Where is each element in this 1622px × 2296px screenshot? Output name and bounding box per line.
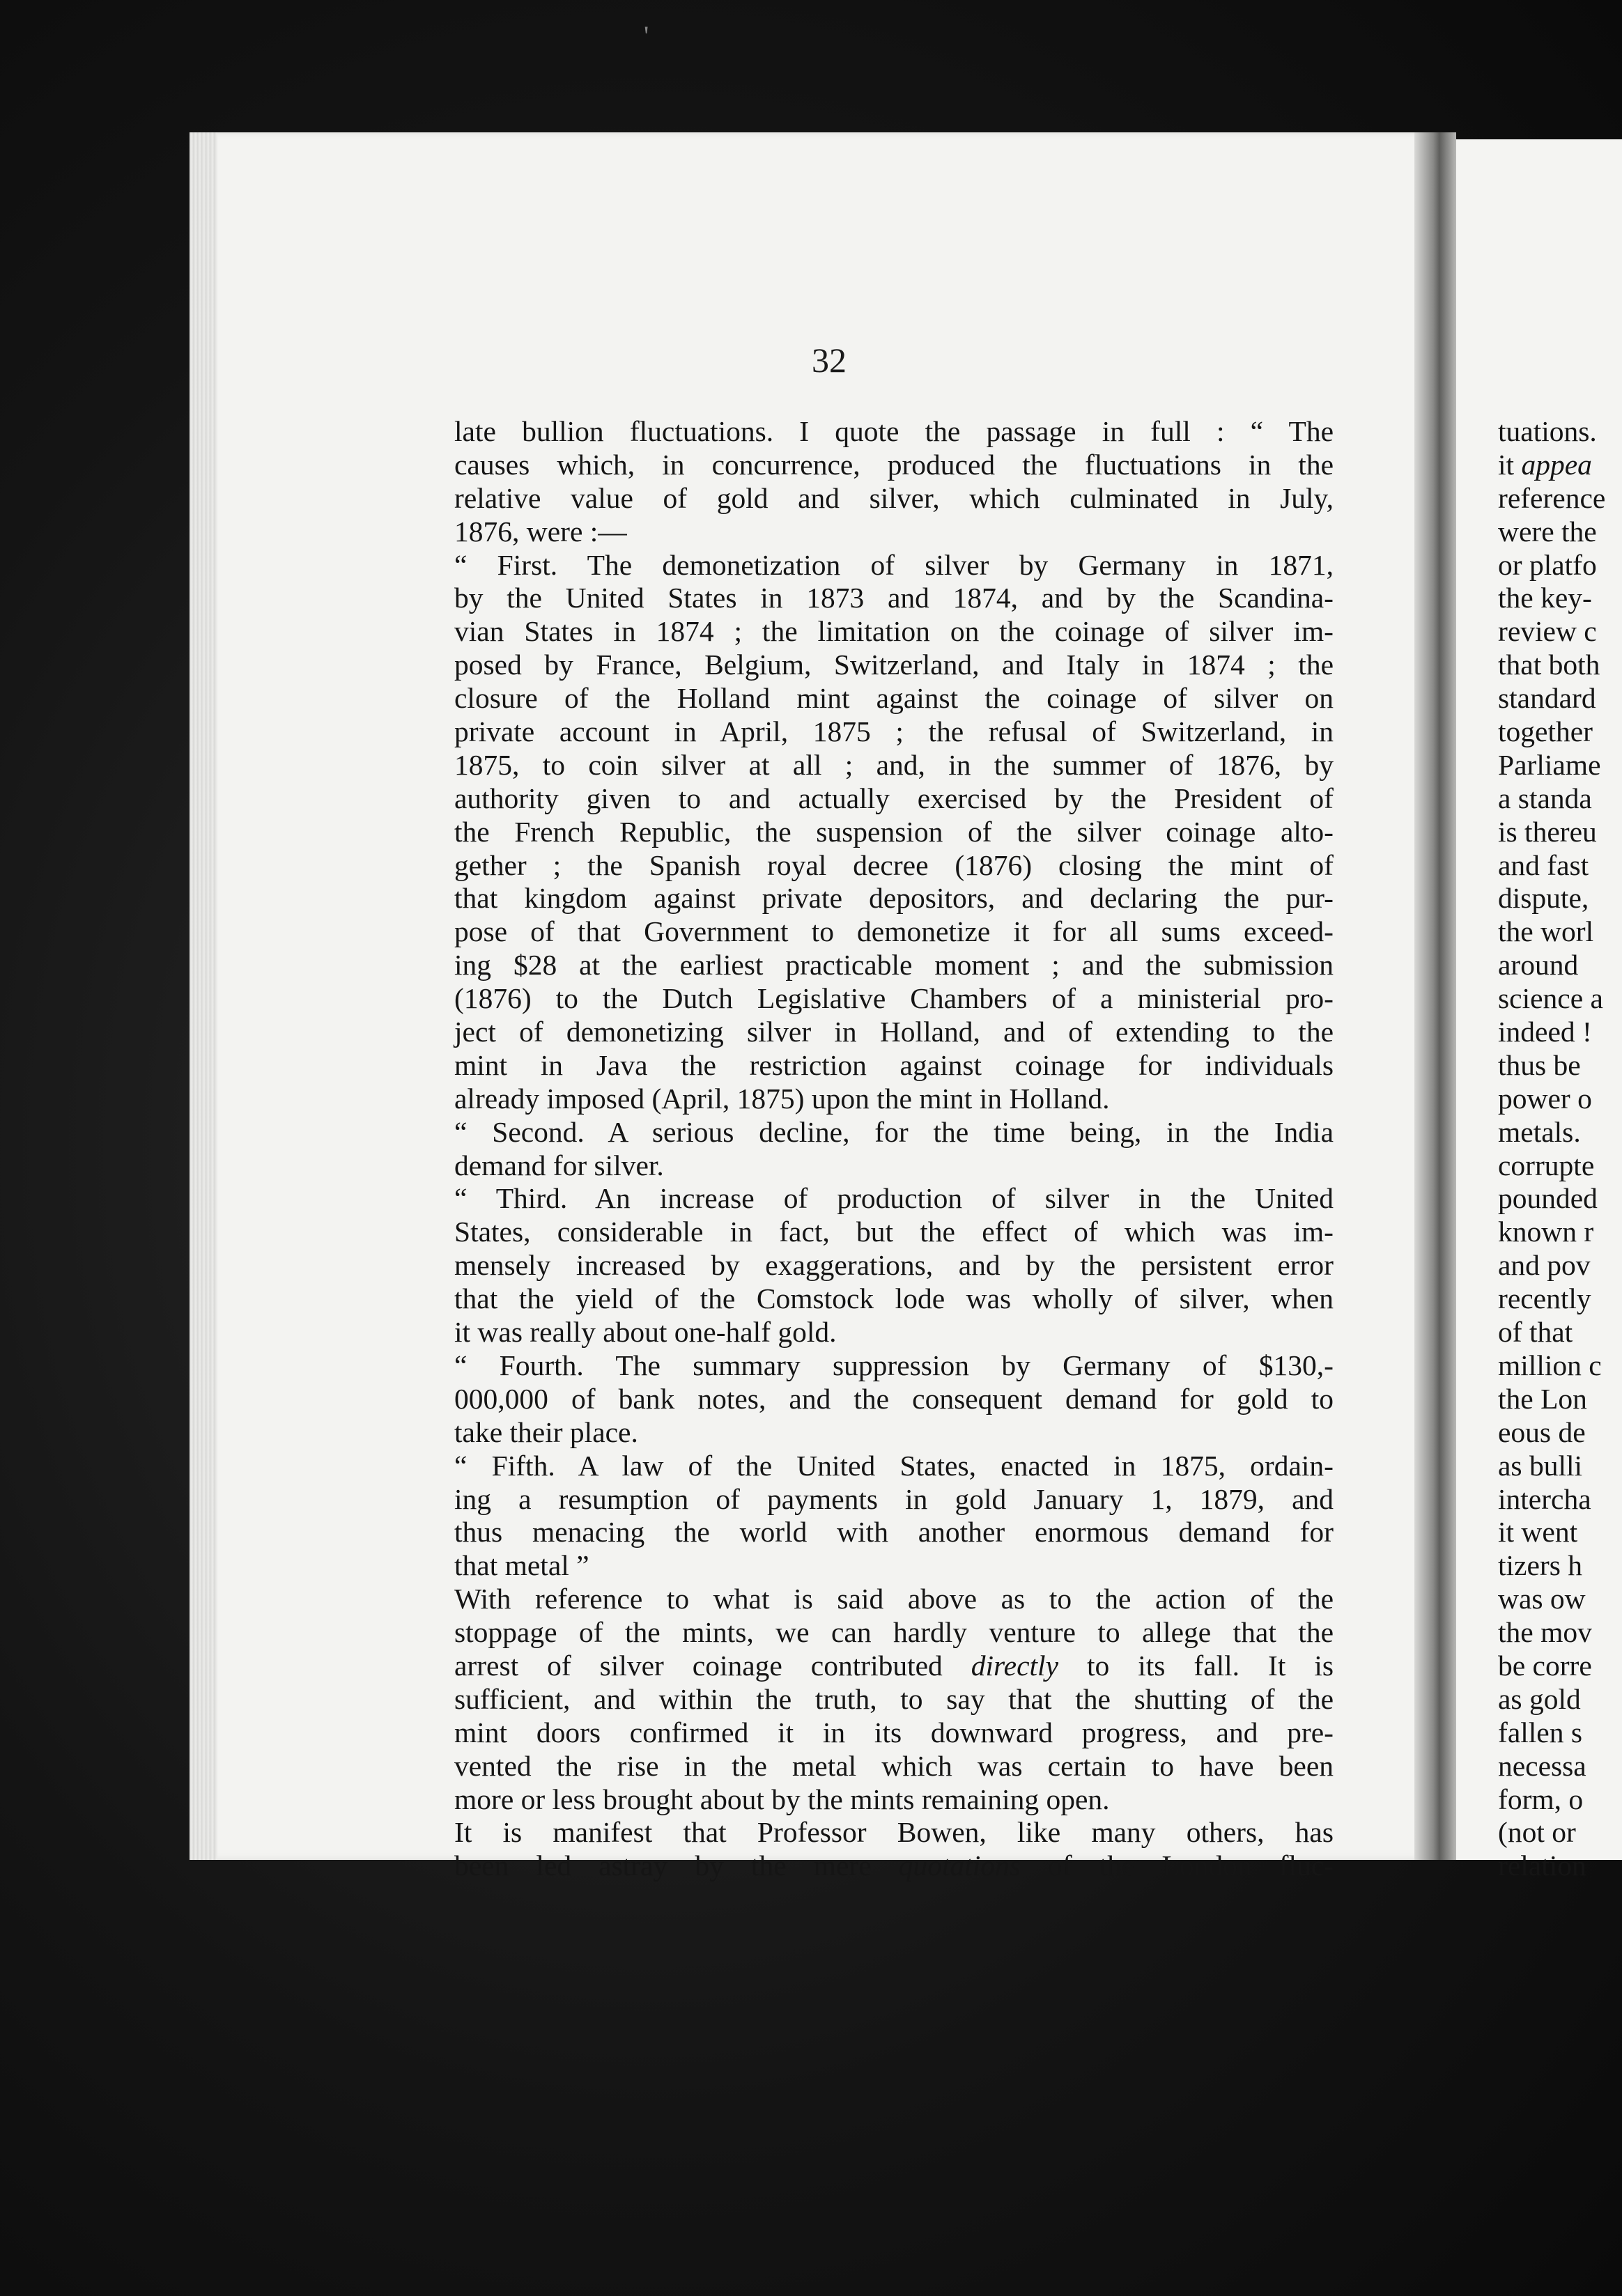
text-line: as bulli (1498, 1449, 1583, 1482)
text-line: and fast (1498, 848, 1589, 881)
text-line: private account in April, 1875 ; the refusal of Switzerland, in (454, 715, 1334, 748)
text-line: 000,000 of bank notes, and the consequent demand for gold to (454, 1382, 1334, 1415)
text-line: standard (1498, 682, 1596, 715)
text-line: by the United States in 1873 and 1874, and by the Scandina- (454, 582, 1334, 614)
text-line: a standa (1498, 782, 1592, 814)
text-line: relation (1498, 1849, 1586, 1882)
text-line: fallen s (1498, 1716, 1582, 1748)
text-line: (not or (1498, 1816, 1576, 1849)
text-line: States, considerable in fact, but the effect of which was im- (454, 1216, 1334, 1248)
text-line: thus menacing the world with another enormous demand for (454, 1516, 1334, 1549)
text-line: With reference to what is said above as to the action of the (454, 1583, 1334, 1615)
text-line: arrest of silver coinage contributed directly to its fall. It is (454, 1649, 1334, 1682)
left-page-text (454, 415, 1334, 1883)
text-line: that both (1498, 649, 1600, 681)
text-line: as gold (1498, 1682, 1581, 1715)
text-line: eous de (1498, 1415, 1586, 1448)
text-line: been led astray by the mere quotations of the London fluc- (454, 1849, 1334, 1882)
text-line: 1876, were :— (454, 515, 627, 548)
text-line: ing $28 at the earliest practicable moment ; and the submission (454, 949, 1334, 982)
text-line: thus be (1498, 1048, 1581, 1081)
text-line: tuations. (1498, 415, 1597, 447)
text-line: known r (1498, 1216, 1594, 1248)
text-line: indeed ! (1498, 1016, 1592, 1048)
text-line: form, o (1498, 1783, 1584, 1815)
text-line: the mov (1498, 1616, 1592, 1649)
text-line: dispute, (1498, 882, 1589, 915)
text-line: were the (1498, 515, 1597, 548)
text-line: around (1498, 949, 1579, 982)
text-line: the Lon (1498, 1382, 1587, 1415)
text-line: it appea (1498, 448, 1592, 481)
text-line: or platfo (1498, 548, 1597, 581)
text-line: pounded (1498, 1182, 1598, 1215)
text-line: reference (1498, 481, 1606, 514)
text-line: it was really about one-half gold. (454, 1316, 837, 1349)
text-line: intercha (1498, 1482, 1591, 1515)
text-line: mint in Java the restriction against coinage for individuals (454, 1048, 1334, 1081)
book-gutter (1414, 132, 1456, 1860)
text-line: closure of the Holland mint against the coinage of silver on (454, 682, 1334, 715)
text-line: 1875, to coin silver at all ; and, in the summer of 1876, by (454, 748, 1334, 781)
text-line: late bullion fluctuations. I quote the passage in full : “ The (454, 415, 1334, 447)
text-line: together (1498, 715, 1593, 748)
text-line: vented the rise in the metal which was certain to have been (454, 1749, 1334, 1782)
text-line: more or less brought about by the mints remaining open. (454, 1783, 1110, 1815)
right-page-text (1498, 415, 1622, 1883)
text-line: (1876) to the Dutch Legislative Chambers of a ministerial pro- (454, 982, 1334, 1015)
page-number: 32 (812, 341, 847, 380)
text-line: “ Second. A serious decline, for the time being, in the India (454, 1115, 1334, 1148)
text-line: of that (1498, 1316, 1573, 1349)
text-line: that kingdom against private depositors, and declaring the pur- (454, 882, 1334, 915)
text-line: Parliame (1498, 748, 1601, 781)
text-line: be corre (1498, 1649, 1592, 1682)
text-line: the worl (1498, 915, 1594, 948)
text-line: mensely increased by exaggerations, and by the persistent error (454, 1249, 1334, 1282)
text-line: recently (1498, 1282, 1591, 1315)
text-line: mint doors confirmed it in its downward progress, and pre- (454, 1716, 1334, 1748)
text-line: posed by France, Belgium, Switzerland, and Italy in 1874 ; the (454, 649, 1334, 681)
text-line: It is manifest that Professor Bowen, like many others, has (454, 1816, 1334, 1849)
text-line: relative value of gold and silver, which culminated in July, (454, 481, 1334, 514)
text-line: take their place. (454, 1415, 638, 1448)
text-line: metals. (1498, 1115, 1581, 1148)
text-line: corrupte (1498, 1149, 1595, 1181)
text-line: ing a resumption of payments in gold January 1, 1879, and (454, 1482, 1334, 1515)
text-line: sufficient, and within the truth, to say that the shutting of the (454, 1682, 1334, 1715)
text-line: was ow (1498, 1583, 1586, 1615)
text-line: ject of demonetizing silver in Holland, and of extending to the (454, 1016, 1334, 1048)
text-line: vian States in 1874 ; the limitation on the coinage of silver im- (454, 615, 1334, 648)
text-line: necessa (1498, 1749, 1586, 1782)
text-line: it went (1498, 1516, 1578, 1549)
text-line: tizers h (1498, 1549, 1582, 1582)
text-line: “ Third. An increase of production of silver in the United (454, 1182, 1334, 1215)
text-line: pose of that Government to demonetize it for all sums exceed- (454, 915, 1334, 948)
text-line: and pov (1498, 1249, 1591, 1282)
text-line: is thereu (1498, 815, 1597, 848)
text-line: “ Fifth. A law of the United States, enacted in 1875, ordain- (454, 1449, 1334, 1482)
text-line: science a (1498, 982, 1603, 1015)
text-line: gether ; the Spanish royal decree (1876) closing the mint of (454, 848, 1334, 881)
text-line: authority given to and actually exercised by the President of (454, 782, 1334, 814)
text-line: million c (1498, 1349, 1602, 1381)
text-line: that the yield of the Comstock lode was wholly of silver, when (454, 1282, 1334, 1315)
text-line: stoppage of the mints, we can hardly venture to allege that the (454, 1616, 1334, 1649)
text-line: review c (1498, 615, 1597, 648)
text-line: the French Republic, the suspension of the silver coinage alto- (454, 815, 1334, 848)
page-edges (190, 132, 217, 1860)
scan-mark: ' (644, 20, 649, 52)
text-line: the key- (1498, 582, 1592, 614)
text-line: “ Fourth. The summary suppression by Germany of $130,- (454, 1349, 1334, 1381)
text-line: “ First. The demonetization of silver by Germany in 1871, (454, 548, 1334, 581)
text-line: power o (1498, 1082, 1592, 1115)
text-line: already imposed (April, 1875) upon the mint in Holland. (454, 1082, 1110, 1115)
text-line: demand for silver. (454, 1149, 664, 1181)
text-line: that metal ” (454, 1549, 589, 1582)
text-line: causes which, in concurrence, produced the fluctuations in the (454, 448, 1334, 481)
